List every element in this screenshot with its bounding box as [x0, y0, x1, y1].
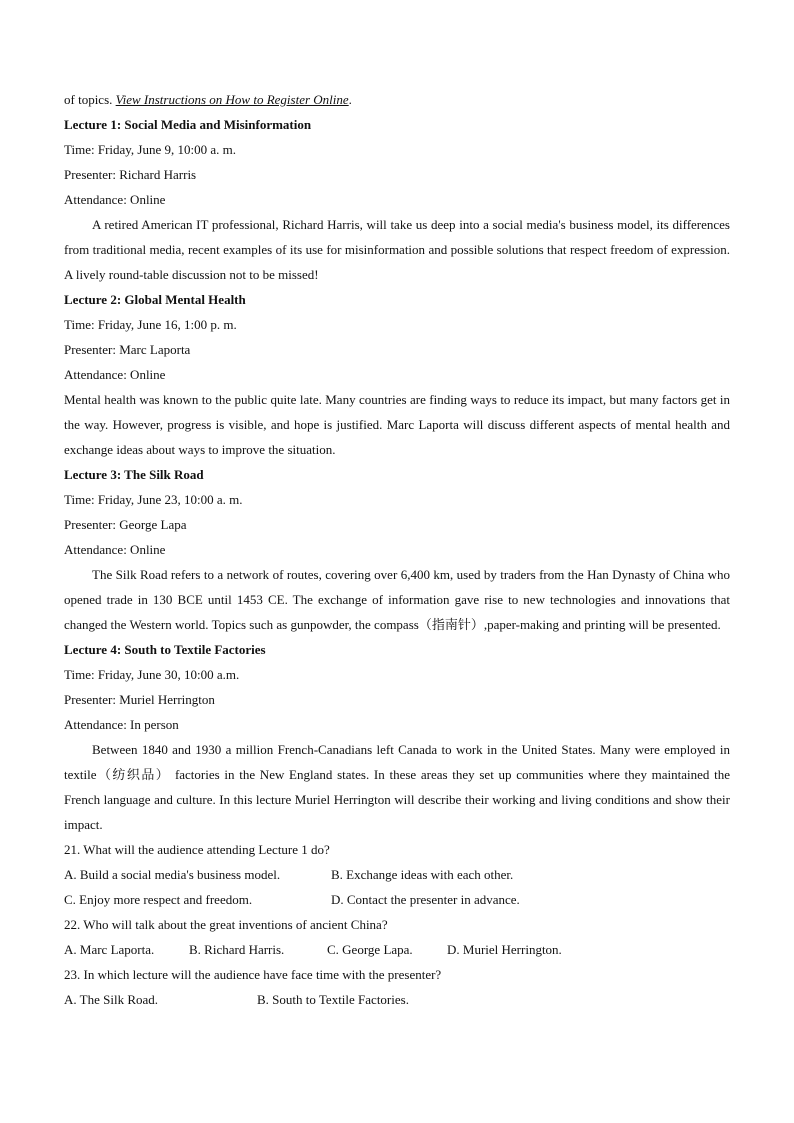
lecture-3	[64, 462, 730, 637]
option-a: A. The Silk Road.	[64, 992, 159, 1007]
lecture-description: Mental health was known to the public quite late. Many countries are finding ways to reduce its impact, but many factors get in the way. However, progress is visible, and hope is justified. Marc Laporta will discuss different aspects of mental health and exchange ideas about ways to improve the situation.	[64, 392, 730, 457]
register-instructions-link[interactable]: View Instructions on How to Register Online	[115, 92, 349, 107]
lecture-attendance: Attendance: In person	[64, 717, 179, 732]
intro-suffix: .	[348, 92, 352, 107]
option-d: D. Muriel Herrington.	[447, 942, 562, 957]
lecture-presenter: Presenter: Muriel Herrington	[64, 692, 215, 707]
lecture-description: A retired American IT professional, Richard Harris, will take us deep into a social media's business model, its differences from traditional media, recent examples of its use for misinformation and possible solutions that respect freedom of expression. A lively round-table discussion not to be missed!	[64, 217, 730, 282]
option-c: C. Enjoy more respect and freedom.	[64, 892, 253, 907]
option-row	[64, 887, 730, 912]
question-stem: 21. What will the audience attending Lecture 1 do?	[64, 842, 330, 857]
option-b: B. South to Textile Factories.	[257, 992, 409, 1007]
question-21	[64, 837, 730, 912]
document-page	[64, 87, 730, 1012]
lecture-description: Between 1840 and 1930 a million French-Canadians left Canada to work in the United States. Many were employed in textile（纺织品） factories in the New England states. In these areas they set up communities where they maintained the French language and culture. In this lecture Muriel Herrington will describe their working and living conditions and show their impact.	[64, 742, 730, 832]
question-23	[64, 962, 730, 1012]
option-b: B. Richard Harris.	[189, 942, 285, 957]
lecture-time: Time: Friday, June 30, 10:00 a.m.	[64, 667, 240, 682]
option-a: A. Build a social media's business model.	[64, 867, 281, 882]
option-a: A. Marc Laporta.	[64, 942, 155, 957]
intro-prefix: of topics.	[64, 92, 116, 107]
lecture-title: Lecture 2: Global Mental Health	[64, 292, 246, 307]
lecture-presenter: Presenter: George Lapa	[64, 517, 187, 532]
option-d: D. Contact the presenter in advance.	[331, 892, 520, 907]
lecture-presenter: Presenter: Richard Harris	[64, 167, 197, 182]
lecture-title: Lecture 3: The Silk Road	[64, 467, 204, 482]
lecture-2	[64, 287, 730, 462]
lecture-title: Lecture 4: South to Textile Factories	[64, 642, 266, 657]
lecture-time: Time: Friday, June 9, 10:00 a. m.	[64, 142, 237, 157]
lecture-4	[64, 637, 730, 837]
lecture-description: The Silk Road refers to a network of routes, covering over 6,400 km, used by traders from the Han Dynasty of China who opened trade in 130 BCE until 1453 CE. The exchange of information gave rise to new technologies and innovations that changed the Western world. Topics such as gunpowder, the compass（指南针）,paper-making and printing will be presented.	[64, 567, 730, 632]
lecture-time: Time: Friday, June 16, 1:00 p. m.	[64, 317, 237, 332]
option-b: B. Exchange ideas with each other.	[331, 867, 514, 882]
question-stem: 23. In which lecture will the audience have face time with the presenter?	[64, 967, 442, 982]
lecture-attendance: Attendance: Online	[64, 367, 166, 382]
question-stem: 22. Who will talk about the great inventions of ancient China?	[64, 917, 388, 932]
option-row	[64, 862, 730, 887]
lecture-time: Time: Friday, June 23, 10:00 a. m.	[64, 492, 243, 507]
intro-line	[64, 87, 730, 112]
lecture-attendance: Attendance: Online	[64, 542, 166, 557]
option-row	[64, 987, 730, 1012]
lecture-title: Lecture 1: Social Media and Misinformation	[64, 117, 312, 132]
lecture-attendance: Attendance: Online	[64, 192, 166, 207]
option-row	[64, 937, 730, 962]
question-22	[64, 912, 730, 962]
option-c: C. George Lapa.	[327, 942, 413, 957]
lecture-1	[64, 112, 730, 287]
lecture-presenter: Presenter: Marc Laporta	[64, 342, 191, 357]
